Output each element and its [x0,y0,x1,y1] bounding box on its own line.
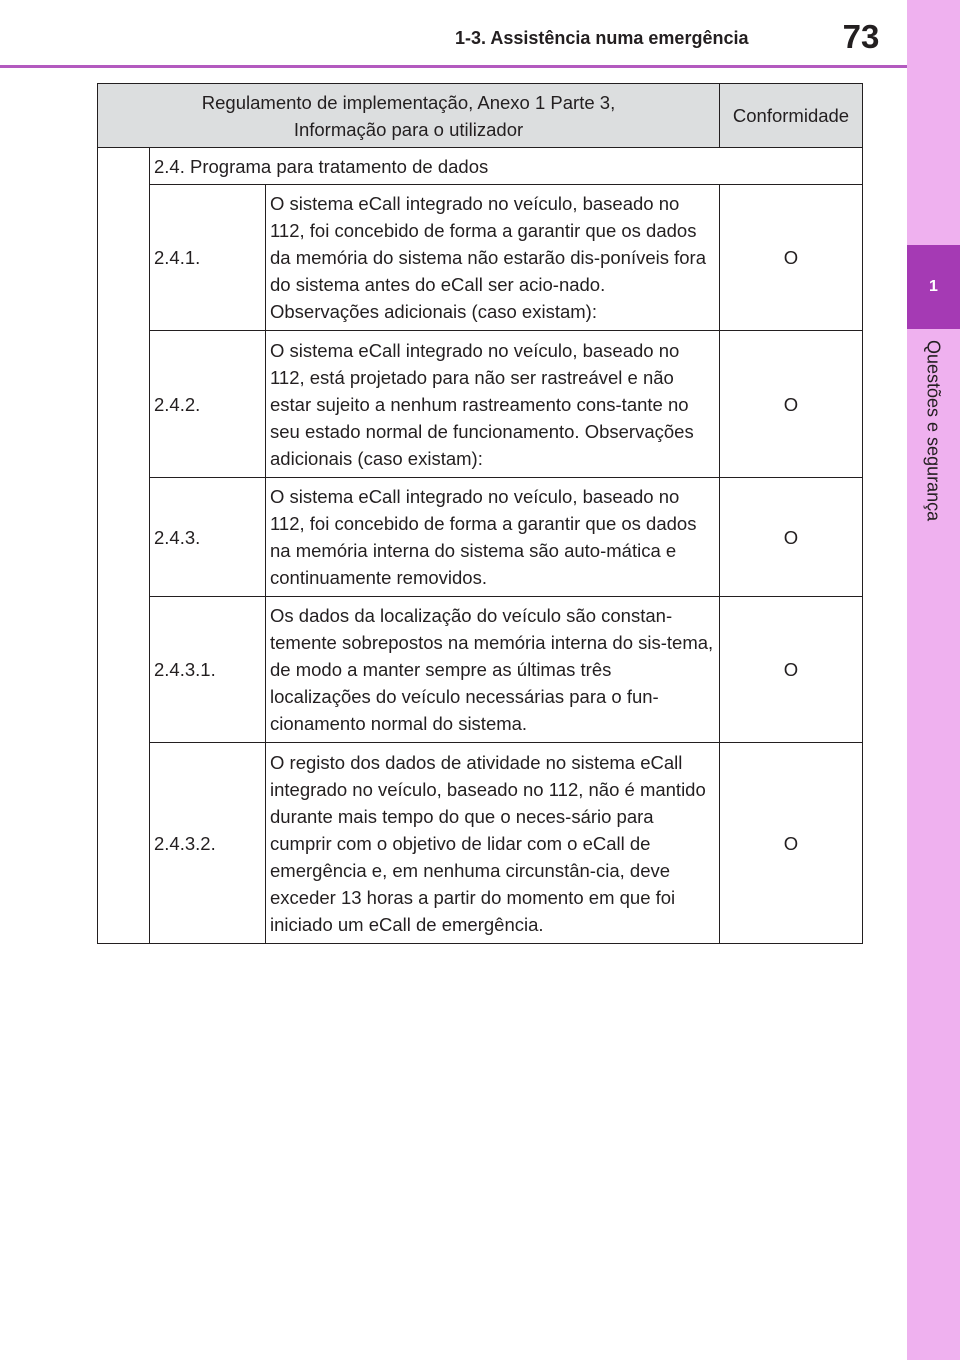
regulation-table [97,83,863,944]
row-description: O sistema eCall integrado no veículo, baseado no 112, está projetado para não ser rastreável e não estar sujeito a nenhum rastreamento cons-tante no seu estado normal de funcionamento. Observações adicionais (caso existam): [266,331,720,478]
header-rule [0,65,907,68]
row-number: 2.4.3.1. [150,597,266,743]
header-regulation-line2: Informação para o utilizador [293,118,524,140]
table-row [98,597,863,743]
chapter-title: Questões e segurança [923,340,944,522]
header-conformity: Conformidade [720,84,863,148]
row-conformity: O [720,478,863,597]
table-row [98,478,863,597]
row-description: O sistema eCall integrado no veículo, baseado no 112, foi concebido de forma a garantir que os dados da memória do sistema não estarão dis-poníveis fora do sistema antes do eCall ser acio-nado. Observações adicionais (caso existam): [266,185,720,331]
row-description: Os dados da localização do veículo são constan-temente sobrepostos na memória interna do sis-tema, de modo a manter sempre as últimas três localizações do veículo necessárias para o fun-cionamento normal do sistema. [266,597,720,743]
header-regulation [98,84,720,148]
chapter-number: 1 [929,278,938,295]
row-conformity: O [720,597,863,743]
page-number: 73 [842,18,880,55]
section-row [98,148,863,185]
row-description: O sistema eCall integrado no veículo, baseado no 112, foi concebido de forma a garantir que os dados na memória interna do sistema são auto-mática e continuamente removidos. [266,478,720,597]
table-row [98,185,863,331]
section-heading: 2.4. Programa para tratamento de dados [150,148,863,185]
row-conformity: O [720,185,863,331]
table-row [98,331,863,478]
table-row [98,743,863,944]
row-description: O registo dos dados de atividade no sistema eCall integrado no veículo, baseado no 112, não é mantido durante mais tempo do que o neces-sário para cumprir com o objetivo de lidar com o eCall de emergência e, em nenhuma circunstân-cia, deve exceder 13 horas a partir do momento em que foi iniciado um eCall de emergência. [266,743,720,944]
row-conformity: O [720,331,863,478]
chapter-side-tab [907,0,960,1360]
row-number: 2.4.3.2. [150,743,266,944]
chapter-number-box [907,245,960,329]
section-title: 1-3. Assistência numa emergência [455,28,749,48]
row-conformity: O [720,743,863,944]
header-regulation-line1: Regulamento de implementação, Anexo 1 Parte 3, [201,91,616,113]
row-number: 2.4.2. [150,331,266,478]
blank-indent-cell [98,148,150,944]
table-header-row [98,84,863,148]
row-number: 2.4.3. [150,478,266,597]
row-number: 2.4.1. [150,185,266,331]
